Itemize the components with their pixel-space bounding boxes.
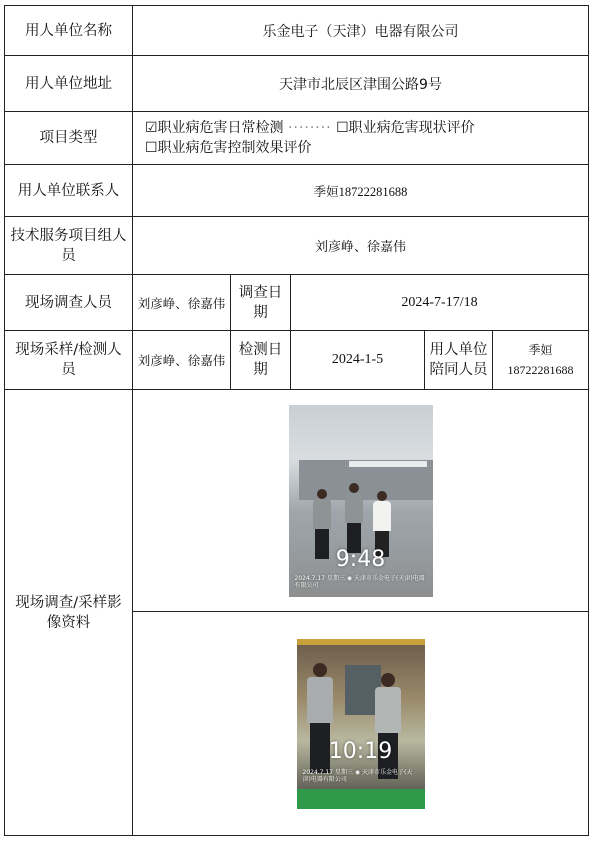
option-control-effect-evaluation: 职业病危害控制效果评价 — [157, 140, 312, 156]
images-label: 现场调查/采样影像资料 — [5, 390, 133, 836]
photo-watermark: 2024.7.17 星期三 ◉ 天津市乐金电子(天津)电器有限公司 — [294, 574, 425, 589]
survey-date-value: 2024-7-17/18 — [291, 275, 589, 331]
sampling-label: 现场采样/检测人员 — [5, 331, 133, 390]
checkbox-checked-icon[interactable]: ☑ — [145, 120, 158, 136]
photo-cell-2 — [133, 612, 589, 836]
row-image-1 — [5, 390, 589, 612]
checkbox-unchecked-icon[interactable]: ☐ — [145, 140, 158, 156]
row-contact — [5, 165, 589, 217]
contact-label: 用人单位联系人 — [5, 165, 133, 217]
unit-name-value: 乐金电子（天津）电器有限公司 — [133, 6, 589, 56]
person-figure — [345, 483, 363, 553]
workshop-light — [297, 639, 425, 645]
workshop-floor-stripe — [297, 789, 425, 809]
record-table — [4, 5, 589, 836]
unit-address-label: 用人单位地址 — [5, 56, 133, 112]
row-project-type — [5, 112, 589, 165]
project-type-options — [133, 112, 589, 165]
option-status-evaluation: 职业病危害现状评价 — [348, 120, 475, 136]
unit-address-value: 天津市北辰区津围公路9号 — [133, 56, 589, 112]
escort-name: 季姮 — [528, 343, 553, 357]
factory-sign — [349, 461, 427, 467]
sampling-date-value: 2024-1-5 — [291, 331, 425, 390]
row-unit-address — [5, 56, 589, 112]
photo-time-stamp: 9:48 — [335, 546, 386, 572]
site-photo-outdoor — [289, 405, 433, 597]
sampling-date-label: 检测日期 — [231, 331, 291, 390]
escort-value — [493, 331, 589, 390]
escort-phone: 18722281688 — [507, 363, 574, 377]
contact-value: 季姮18722281688 — [133, 165, 589, 217]
photo-watermark: 2024.7.17 星期三 ◉ 天津市乐金电子(天津)电器有限公司 — [302, 768, 413, 783]
escort-label: 用人单位陪同人员 — [425, 331, 493, 390]
option-daily-detection: 职业病危害日常检测 — [157, 120, 284, 136]
survey-people: 刘彦峥、徐嘉伟 — [133, 275, 231, 331]
survey-label: 现场调查人员 — [5, 275, 133, 331]
checkbox-unchecked-icon[interactable]: ☐ — [336, 120, 349, 136]
row-sampling — [5, 331, 589, 390]
row-unit-name — [5, 6, 589, 56]
row-tech-team — [5, 217, 589, 275]
unit-name-label: 用人单位名称 — [5, 6, 133, 56]
row-survey — [5, 275, 589, 331]
tech-team-value: 刘彦峥、徐嘉伟 — [133, 217, 589, 275]
photo-time-stamp: 10:19 — [328, 738, 393, 764]
sampling-people: 刘彦峥、徐嘉伟 — [133, 331, 231, 390]
survey-date-label: 调查日期 — [231, 275, 291, 331]
project-type-label: 项目类型 — [5, 112, 133, 165]
leader-dots: ········ — [288, 120, 332, 136]
site-photo-indoor — [297, 639, 425, 809]
tech-team-label: 技术服务项目组人员 — [5, 217, 133, 275]
photo-cell-1 — [133, 390, 589, 612]
